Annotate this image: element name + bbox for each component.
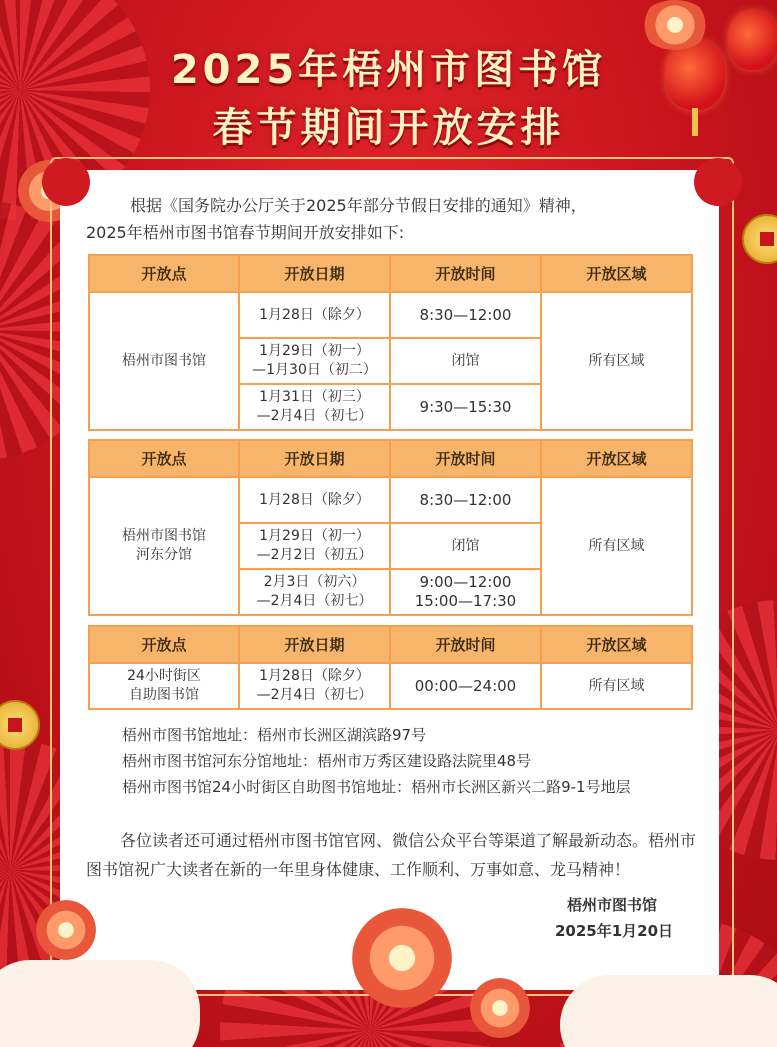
date-line: 1月28日（除夕） xyxy=(259,668,370,684)
address-24h: 梧州市图书馆24小时街区自助图书馆地址：梧州市长洲区新兴二路9-1号地层 xyxy=(122,778,631,796)
date-line: 1月29日（初一） xyxy=(259,528,370,544)
venue-cell xyxy=(89,663,239,709)
header-venue: 开放点 xyxy=(89,255,239,292)
header-venue: 开放点 xyxy=(89,440,239,477)
signature-org: 梧州市图书馆 xyxy=(567,896,658,914)
venue-line: 24小时街区 xyxy=(127,668,201,684)
schedule-table-main-library xyxy=(88,254,693,431)
time-cell: 8:30—12:00 xyxy=(390,292,541,338)
date-line: —2月4日（初七） xyxy=(256,408,373,424)
cloud-icon xyxy=(0,960,200,1047)
area-cell: 所有区域 xyxy=(541,292,692,430)
date-cell xyxy=(239,663,390,709)
intro-line-1: 根据《国务院办公厅关于2025年部分节假日安排的通知》精神， xyxy=(130,196,587,215)
date-cell xyxy=(239,384,390,430)
gold-coin-icon xyxy=(742,214,777,264)
page-title-line1: 2025年梧州市图书馆 xyxy=(170,47,607,93)
header-time: 开放时间 xyxy=(390,440,541,477)
flower-icon xyxy=(36,900,96,960)
header-date: 开放日期 xyxy=(239,440,390,477)
date-cell: 1月28日（除夕） xyxy=(239,477,390,523)
venue-cell: 梧州市图书馆 xyxy=(89,292,239,430)
time-cell: 00:00—24:00 xyxy=(390,663,541,709)
time-cell: 8:30—12:00 xyxy=(390,477,541,523)
header-date: 开放日期 xyxy=(239,626,390,663)
area-cell: 所有区域 xyxy=(541,477,692,615)
flower-icon xyxy=(352,908,452,1008)
date-line: 1月28日（除夕） xyxy=(259,306,370,323)
header-date: 开放日期 xyxy=(239,255,390,292)
page-title-line2: 春节期间开放安排 xyxy=(212,105,565,151)
card-corner-notch xyxy=(42,158,90,206)
intro-text xyxy=(86,192,696,246)
date-line: 1月29日（初一） xyxy=(259,343,370,359)
address-hedong: 梧州市图书馆河东分馆地址：梧州市万秀区建设路法院里48号 xyxy=(122,752,532,770)
date-cell xyxy=(239,292,390,338)
venue-line: 河东分馆 xyxy=(136,547,192,563)
header-venue: 开放点 xyxy=(89,626,239,663)
time-line: 15:00—17:30 xyxy=(414,592,517,610)
schedule-table-hedong-branch xyxy=(88,439,693,616)
time-cell: 9:30—15:30 xyxy=(390,384,541,430)
header-area: 开放区域 xyxy=(541,626,692,663)
date-cell xyxy=(239,338,390,384)
flower-icon xyxy=(470,978,530,1038)
time-cell: 闭馆 xyxy=(390,523,541,569)
venue-line: 自助图书馆 xyxy=(129,687,199,703)
date-line: —2月4日（初七） xyxy=(256,593,373,609)
date-line: 2月3日（初六） xyxy=(263,574,366,590)
intro-line-2: 2025年梧州市图书馆春节期间开放安排如下: xyxy=(86,223,405,242)
closing-paragraph: 各位读者还可通过梧州市图书馆官网、微信公众平台等渠道了解最新动态。梧州市图书馆祝广大读者在新的一年里身体健康、工作顺利、万事如意、龙马精神！ xyxy=(86,831,697,879)
date-line: —1月30日（初二） xyxy=(252,362,377,378)
time-cell: 闭馆 xyxy=(390,338,541,384)
time-line: 9:00—12:00 xyxy=(419,573,512,591)
signature-date: 2025年1月20日 xyxy=(555,922,674,940)
date-line: 1月31日（初三） xyxy=(259,389,370,405)
date-cell xyxy=(239,569,390,615)
venue-line: 梧州市图书馆 xyxy=(122,528,206,544)
time-cell xyxy=(390,569,541,615)
cloud-icon xyxy=(560,975,777,1047)
date-line: —2月4日（初七） xyxy=(256,687,373,703)
header-area: 开放区域 xyxy=(541,440,692,477)
address-main: 梧州市图书馆地址：梧州市长洲区湖滨路97号 xyxy=(122,726,427,744)
header-time: 开放时间 xyxy=(390,626,541,663)
schedule-table-24h-library xyxy=(88,625,693,710)
header-area: 开放区域 xyxy=(541,255,692,292)
header-time: 开放时间 xyxy=(390,255,541,292)
card-corner-notch xyxy=(694,158,742,206)
date-line: —2月2日（初五） xyxy=(256,547,373,563)
date-cell xyxy=(239,523,390,569)
area-cell: 所有区域 xyxy=(541,663,692,709)
venue-cell xyxy=(89,477,239,615)
